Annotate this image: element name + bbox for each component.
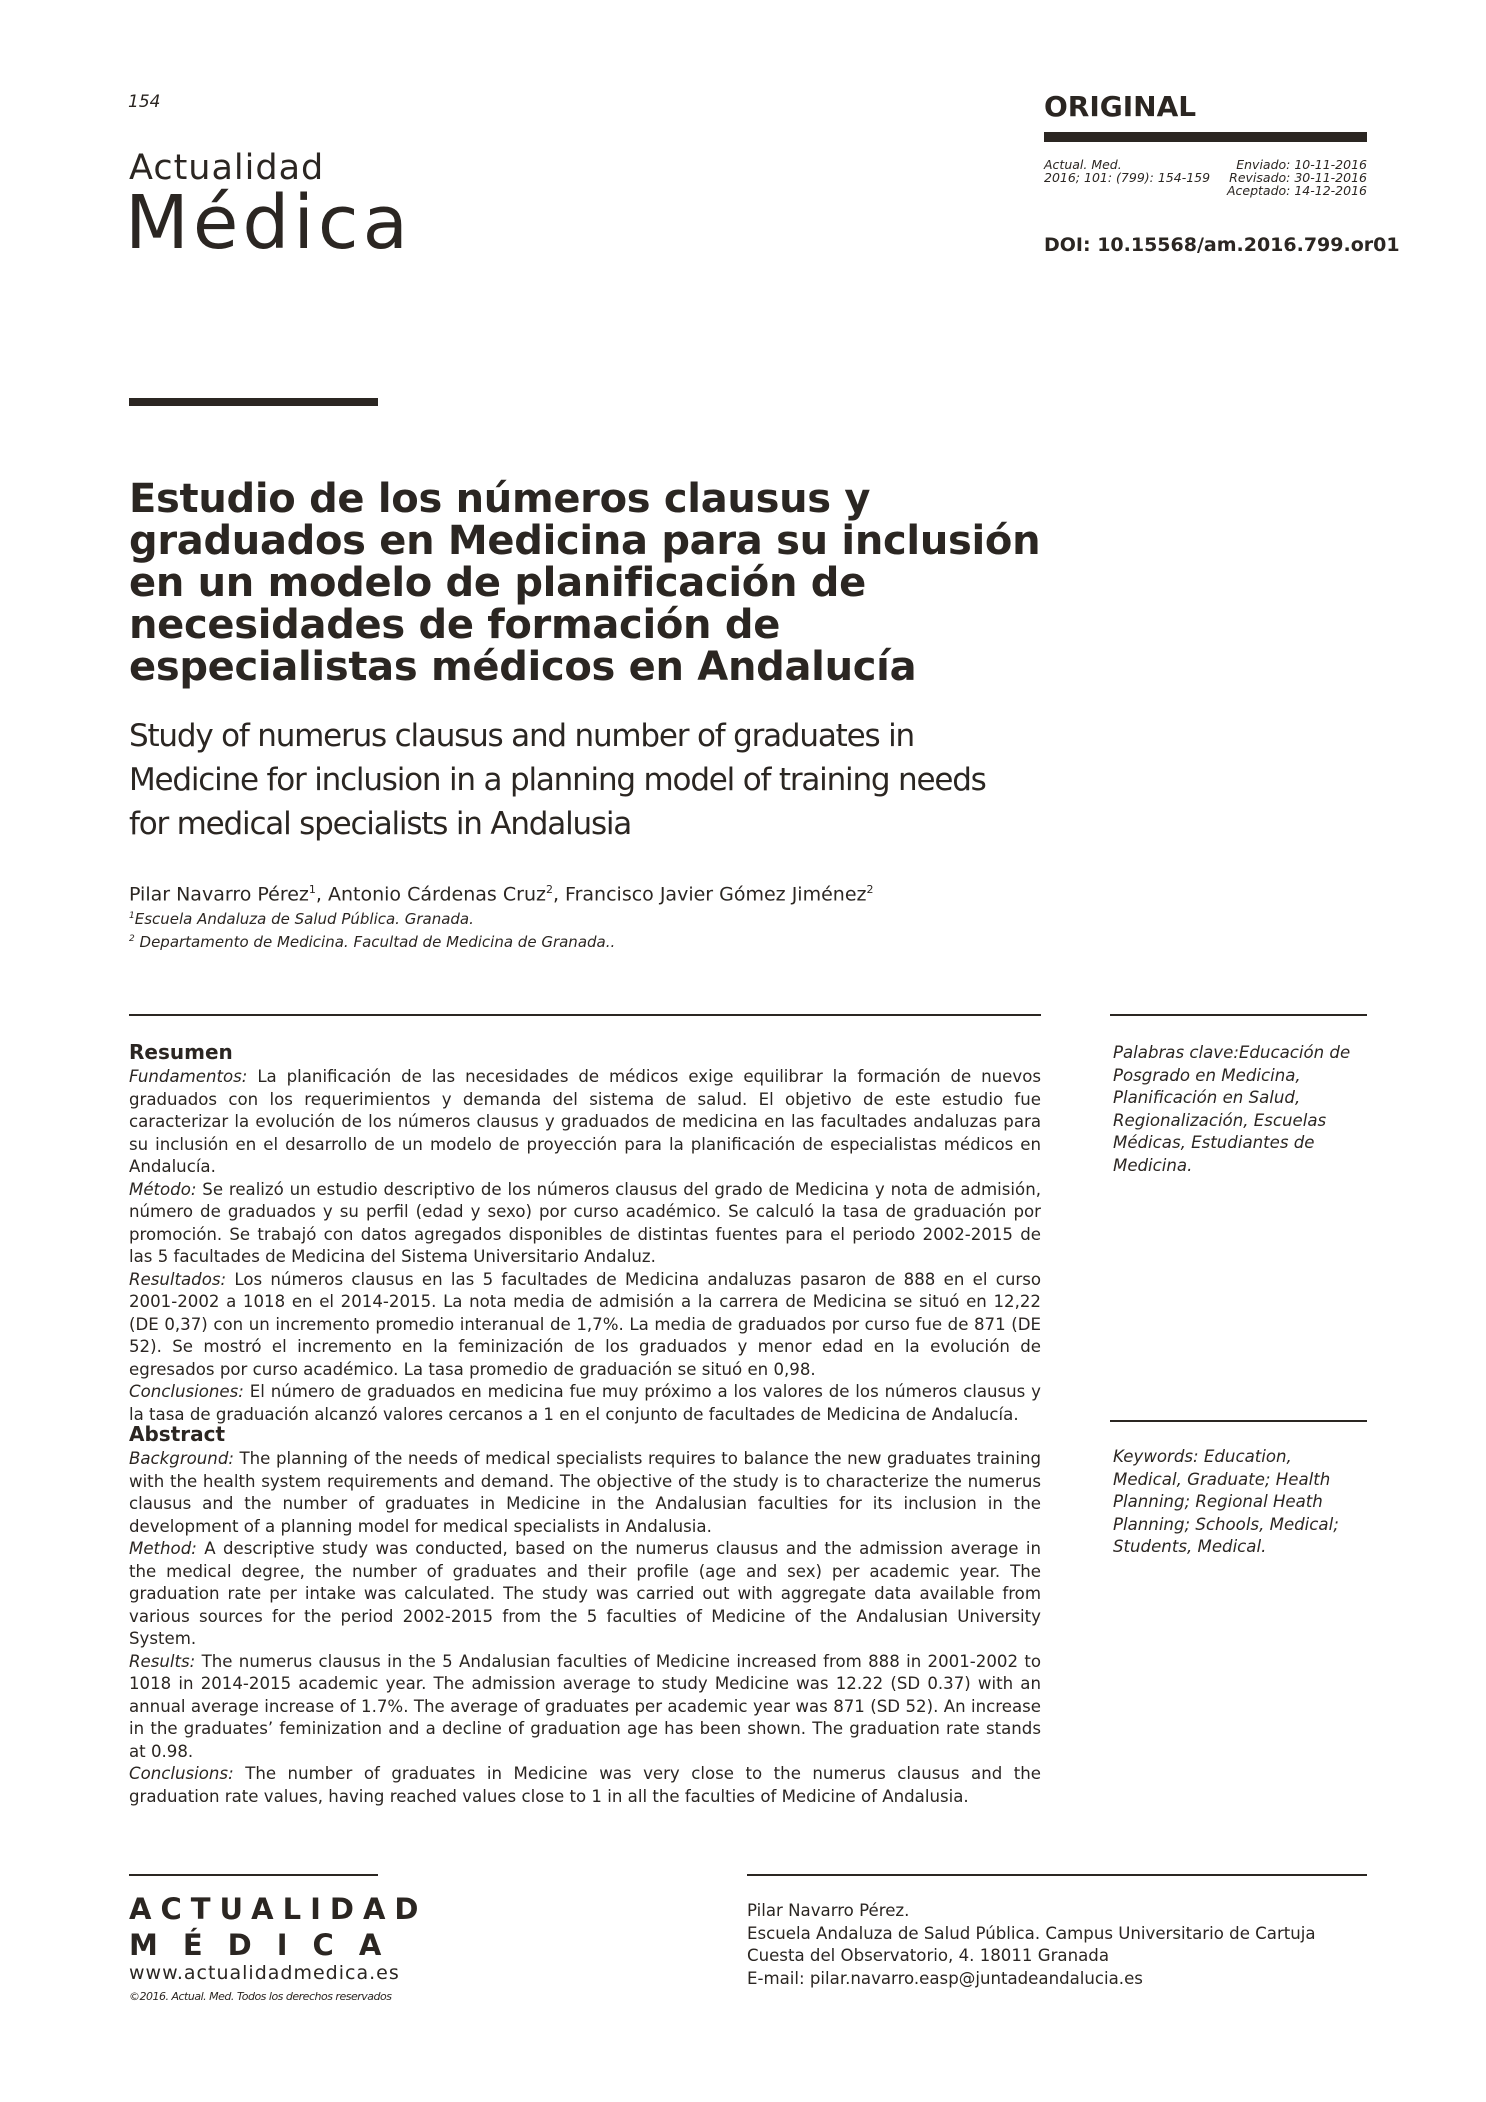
title-bar bbox=[129, 398, 378, 406]
affiliation-1: $^1$Escuela Andaluza de Salud Pública. Granada. bbox=[129, 910, 474, 928]
date-revised: Revisado: 30-11-2016 bbox=[1229, 170, 1367, 185]
correspondence-block bbox=[747, 1900, 1316, 1990]
keywords-en: Keywords: Education, Medical, Graduate; Health Planning; Regional Heath Planning; Schools, Medical; Students, Medical. bbox=[1113, 1447, 1339, 1556]
abstract-paragraph: Conclusions: The number of graduates in Medicine was very close to the numerus clausus and the graduation rate values, having reached values close to 1 in all the faculties of Medicine of Andalusia. bbox=[129, 1764, 1041, 1806]
title-spanish: Estudio de los números clausus y graduados en Medicina para su inclusión en un modelo de planificación de necesidades de formación de especialistas médicos en Andalucía bbox=[129, 476, 1041, 690]
abstract-heading: Abstract bbox=[129, 1422, 226, 1446]
resumen-heading: Resumen bbox=[129, 1040, 233, 1064]
resumen-paragraph: Resultados: Los números clausus en las 5 facultades de Medicina andaluzas pasaron de 888 en el curso 2001-2002 a 1018 en el 2014-2015. La nota media de admisión a la carrera de Medicina se situó en 12,22 (DE 0,37) con un incremento promedio interanual de 1,7%. La media de graduados por curso fue de 871 (DE 52). Se mostró el incremento en la feminización de los graduados y menor edad en la evolución de egresados por curso académico. La tasa promedio de graduación se situó en 0,98. bbox=[129, 1269, 1041, 1379]
resumen-paragraph: Conclusiones: El número de graduados en medicina fue muy próximo a los valores de los números clausus y la tasa de graduación alcanzó valores cercanos a 1 en el conjunto de facultades de Medicina de Andalucía. bbox=[129, 1382, 1041, 1424]
author-sup: 1 bbox=[308, 883, 316, 896]
author-name: Francisco Javier Gómez Jiménez bbox=[565, 883, 867, 906]
author-list: Pilar Navarro Pérez$^1$, Antonio Cárdenas Cruz$^2$, Francisco Javier Gómez Jiménez$^2$ bbox=[129, 883, 874, 906]
citation-line2: 2016; 101: (799): 154-159 bbox=[1044, 170, 1211, 185]
citation-line1: Actual. Med. bbox=[1044, 157, 1122, 172]
divider bbox=[129, 1014, 1041, 1016]
author-sup: 2 bbox=[866, 883, 874, 896]
journal-logo-line2: Médica bbox=[125, 180, 412, 266]
journal-logo-line1: Actualidad bbox=[129, 148, 325, 188]
divider bbox=[1110, 1014, 1367, 1016]
abstract-paragraph: Results: The numerus clausus in the 5 Andalusian faculties of Medicine increased from 888 in 2001-2002 to 1018 in 2014-2015 academic year. The admission average to study Medicine was 12.22 (SD 0.37) with an annual average increase of 1.7%. The average of graduates per academic year was 871 (SD 52). An increase in the graduates’ feminization and a decline of graduation age has been shown. The graduation rate stands at 0.98. bbox=[129, 1651, 1041, 1761]
contact-address: Cuesta del Observatorio, 4. 18011 Granada bbox=[747, 1946, 1109, 1965]
abstract-paragraph: Method: A descriptive study was conducted, based on the numerus clausus and the admission average in the medical degree, the number of graduates and their profile (age and sex) per academic year. The graduation rate per intake was calculated. The study was carried out with aggregate data available from various sources for the period 2002-2015 from the 5 faculties of Medicine of the Andalusian University System. bbox=[129, 1539, 1041, 1648]
contact-name: Pilar Navarro Pérez. bbox=[747, 1901, 910, 1920]
footer-copyright: ©2016. Actual. Med. Todos los derechos reservados bbox=[129, 1990, 392, 2003]
doi[interactable]: DOI: 10.15568/am.2016.799.or01 bbox=[1044, 234, 1400, 256]
date-sent: Enviado: 10-11-2016 bbox=[1236, 157, 1367, 172]
author-sup: 2 bbox=[545, 883, 553, 896]
citation-block bbox=[1044, 158, 1210, 184]
footer-url[interactable]: www.actualidadmedica.es bbox=[129, 1962, 400, 1984]
section-label: ORIGINAL bbox=[1044, 90, 1197, 123]
divider bbox=[747, 1874, 1367, 1876]
contact-institution: Escuela Andaluza de Salud Pública. Campus Universitario de Cartuja bbox=[747, 1923, 1316, 1943]
resumen-paragraph: Método: Se realizó un estudio descriptivo de los números clausus del grado de Medicina y nota de admisión, número de graduados y su perfil (edad y sexo) por curso académico. Se calculó la tasa de graduación por promoción. Se trabajó con datos agregados disponibles de distintas fuentes para el periodo 2002-2015 de las 5 facultades de Medicina del Sistema Universitario Andaluz. bbox=[129, 1179, 1041, 1266]
footer-logo-line2: MÉDICA bbox=[129, 1928, 407, 1962]
contact-email[interactable]: E-mail: pilar.navarro.easp@juntadeandalucia.es bbox=[747, 1968, 1143, 1988]
divider bbox=[129, 1874, 378, 1876]
resumen-body bbox=[129, 1066, 1041, 1426]
abstract-body bbox=[129, 1448, 1041, 1808]
affiliation-2: $^2$ Departamento de Medicina. Facultad de Medicina de Granada.. bbox=[129, 933, 616, 951]
author-name: Pilar Navarro Pérez bbox=[129, 883, 309, 906]
section-bar bbox=[1044, 132, 1367, 142]
abstract-paragraph: Background: The planning of the needs of medical specialists requires to balance the new graduates training with the health system requirements and demand. The objective of the study is to characterize the numerus clausus and the number of graduates in Medicine in the Andalusian faculties for its inclusion in the development of a planning model for medical specialists in Andalusia. bbox=[129, 1449, 1041, 1536]
page-number: 154 bbox=[128, 92, 161, 112]
resumen-paragraph: Fundamentos: La planificación de las necesidades de médicos exige equilibrar la formación de nuevos graduados con los requerimientos y demanda del sistema de salud. El objetivo de este estudio fue caracterizar la evolución de los números clausus y graduados de medicina en las facultades andaluzas para su inclusión en el desarrollo de un modelo de proyección para la planificación de especialistas médicos en Andalucía. bbox=[129, 1067, 1041, 1176]
footer-logo-line1: ACTUALIDAD bbox=[129, 1892, 428, 1926]
title-english: Study of numerus clausus and number of graduates in Medicine for inclusion in a planning model of training needs for medical specialists in Andalusia bbox=[129, 718, 986, 842]
date-accepted: Aceptado: 14-12-2016 bbox=[1226, 183, 1367, 198]
author-name: Antonio Cárdenas Cruz bbox=[328, 883, 546, 906]
keywords-es: Palabras clave:Educación de Posgrado en Medicina, Planificación en Salud, Regionalización, Escuelas Médicas, Estudiantes de Medicina. bbox=[1113, 1043, 1351, 1175]
dates-block bbox=[1227, 158, 1367, 197]
divider bbox=[1110, 1420, 1367, 1422]
